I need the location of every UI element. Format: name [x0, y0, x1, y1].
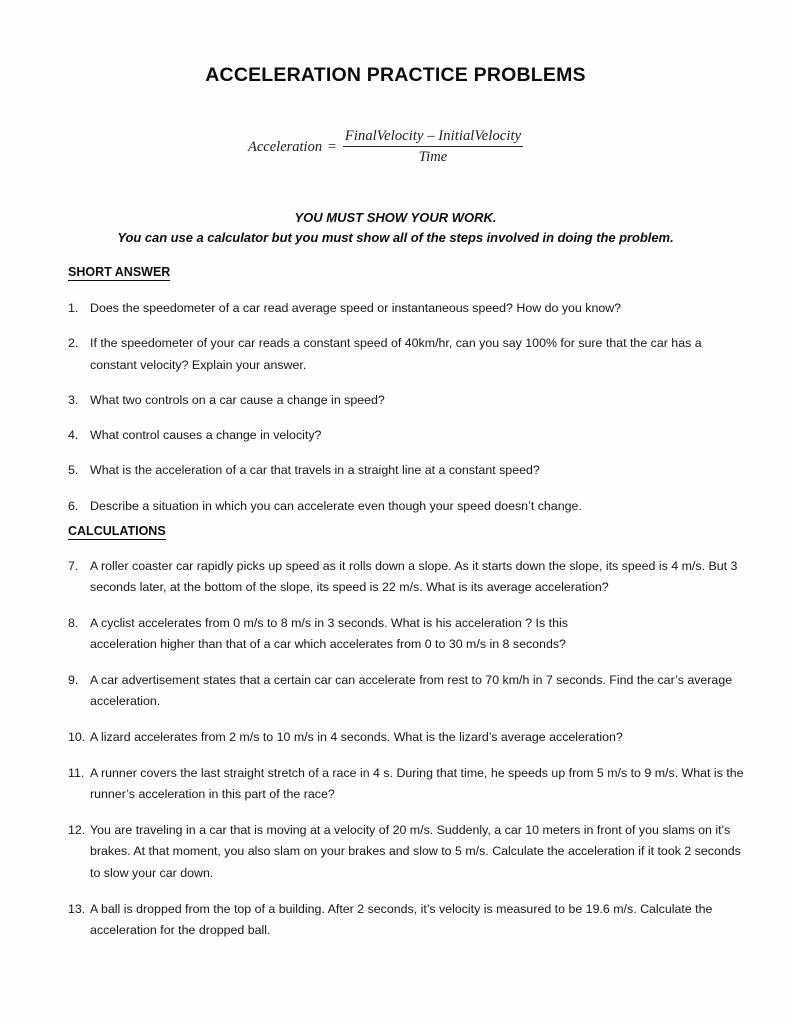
formula-fraction [343, 128, 523, 166]
question-text: You are traveling in a car that is moving at a velocity of 20 m/s. Suddenly, a car 10 meters in front of you slams on it’s brakes. At that moment, you also slam on your brakes and slow to 5 m/s. Calculate the acceleration if it took 2 seconds to slow your car down. [90, 823, 741, 880]
question-number: 9. [68, 673, 79, 688]
question-text: Does the speedometer of a car read average speed or instantaneous speed? How do you know? [90, 301, 622, 315]
question-item [68, 298, 746, 319]
question-item [68, 496, 746, 517]
question-item [68, 390, 746, 411]
question-text: If the speedometer of your car reads a constant speed of 40km/hr, can you say 100% for sure that the car has a constant velocity? Explain your answer. [90, 336, 702, 372]
question-number: 2. [68, 336, 79, 351]
page-title: ACCELERATION PRACTICE PROBLEMS [205, 64, 586, 86]
question-text: What two controls on a car cause a change in speed? [90, 392, 385, 407]
instructions-block [0, 208, 791, 247]
question-number: 3. [68, 392, 79, 407]
section-heading-calculations-label: CALCULATIONS [68, 524, 166, 538]
question-text: What is the acceleration of a car that travels in a straight line at a constant speed? [90, 463, 540, 478]
question-number: 12. [68, 823, 86, 838]
question-text: What control causes a change in velocity? [90, 428, 322, 443]
question-text: A cyclist accelerates from 0 m/s to 8 m/s in 3 seconds. What is his acceleration ? Is this acceleration higher than that of a car which accelerates from 0 to 30 m/s in 8 seconds? [90, 616, 568, 652]
question-number: 13. [68, 901, 86, 916]
formula-denominator: Time [418, 149, 448, 165]
section-heading-calculations [68, 524, 166, 538]
question-item [68, 899, 746, 942]
question-text: A car advertisement states that a certain car can accelerate from rest to 70 km/h in 7 seconds. Find the car’s average acceleration. [90, 673, 733, 709]
question-number: 6. [68, 498, 79, 513]
question-list-short-answer [68, 298, 746, 517]
question-number: 1. [68, 301, 79, 315]
question-item [68, 763, 746, 806]
question-number: 10. [68, 730, 86, 745]
question-text: A lizard accelerates from 2 m/s to 10 m/s in 4 seconds. What is the lizard’s average acceleration? [90, 730, 623, 745]
question-number: 4. [68, 428, 79, 443]
instruction-line-2: You can use a calculator but you must show all of the steps involved in doing the problem. [117, 229, 674, 245]
question-text: A ball is dropped from the top of a building. After 2 seconds, it’s velocity is measured to be 19.6 m/s. Calculate the acceleration for the dropped ball. [90, 901, 713, 937]
question-item [68, 613, 746, 656]
question-item [68, 727, 746, 748]
question-item [68, 820, 746, 884]
question-number: 5. [68, 463, 79, 478]
formula-left-side: Acceleration [248, 138, 323, 155]
question-text: A roller coaster car rapidly picks up speed as it rolls down a slope. As it starts down the slope, its speed is 4 m/s. But 3 seconds later, at the bottom of the slope, its speed is 22 m/s. What is its average acceleration? [90, 559, 738, 595]
section-heading-short-answer [68, 265, 170, 279]
question-number: 8. [68, 616, 79, 631]
question-number: 11. [68, 766, 85, 781]
question-text: Describe a situation in which you can accelerate even though your speed doesn’t change. [90, 498, 582, 513]
question-item [68, 460, 746, 481]
question-list-calculations [68, 556, 746, 941]
question-number: 7. [68, 559, 79, 573]
instruction-line-1: YOU MUST SHOW YOUR WORK. [294, 210, 497, 225]
question-text: A runner covers the last straight stretch of a race in 4 s. During that time, he speeds up from 5 m/s to 9 m/s. What is the runner’s acceleration in this part of the race? [90, 766, 744, 802]
question-item [68, 425, 746, 446]
formula-numerator: FinalVelocity – InitialVelocity [344, 128, 522, 144]
section-heading-short-answer-label: SHORT ANSWER [68, 265, 171, 279]
acceleration-formula [248, 128, 523, 166]
question-item [68, 670, 746, 713]
formula-equals-sign: = [327, 138, 337, 155]
question-item [68, 556, 746, 599]
question-item [68, 333, 746, 376]
